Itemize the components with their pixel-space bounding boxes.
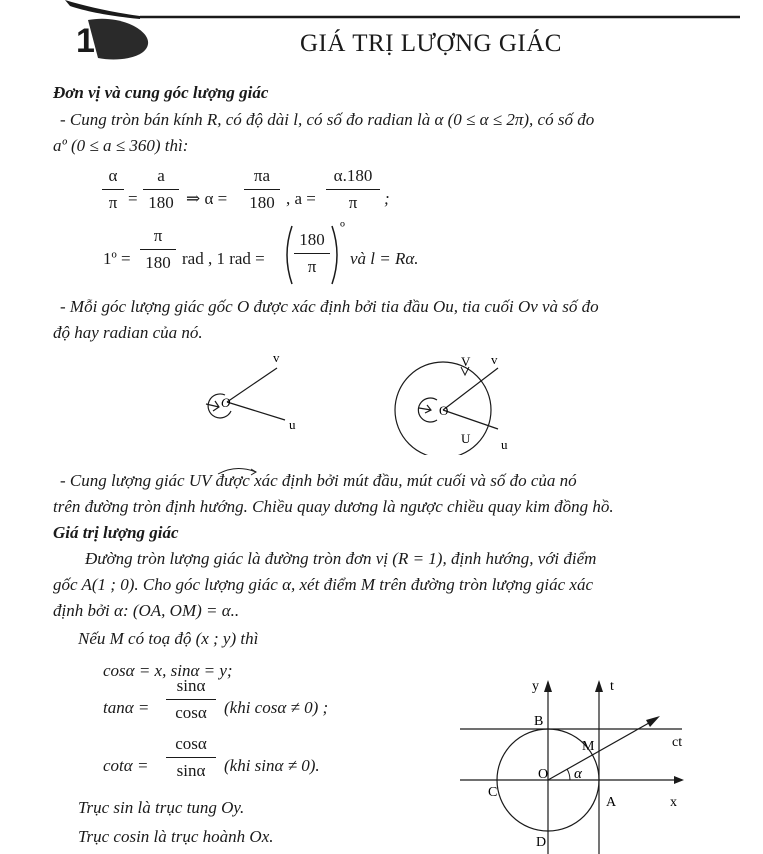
- fraction-numerator: a: [157, 166, 165, 185]
- label-M: M: [582, 739, 595, 754]
- semicolon: ;: [384, 189, 390, 208]
- label-v: v: [273, 350, 280, 365]
- label-B: B: [534, 714, 544, 729]
- fraction-numerator: α.180: [333, 166, 373, 185]
- degree-mark: º: [340, 220, 345, 237]
- figure-angle: [185, 345, 315, 445]
- label-C: C: [488, 785, 498, 800]
- label-o: O: [439, 403, 449, 418]
- formula-lhs: cotα =: [103, 756, 149, 775]
- fraction-numerator: 180: [299, 230, 325, 249]
- label-v: v: [491, 352, 498, 367]
- label-V: V: [461, 354, 471, 369]
- label-U: U: [461, 431, 471, 446]
- arc-over-uv: [216, 466, 260, 476]
- implies-text: ⇒ α =: [186, 189, 228, 208]
- fraction-numerator: sinα: [176, 676, 206, 695]
- label-D: D: [536, 835, 547, 850]
- label-x: x: [670, 795, 677, 810]
- paragraph-line: trên đường tròn định hướng. Chiều quay dương là ngược chiều quay kim đồng hồ.: [53, 497, 614, 516]
- label-t: t: [610, 679, 614, 694]
- figure-unit-circle: [450, 670, 750, 854]
- fraction-numerator: cosα: [175, 734, 207, 753]
- fraction-numerator: πa: [253, 166, 271, 185]
- paragraph-line: Nếu M có toạ độ (x ; y) thì: [78, 629, 259, 648]
- label-alpha: α: [574, 766, 582, 782]
- label-O: O: [538, 767, 549, 782]
- section-heading-units: Đơn vị và cung góc lượng giác: [53, 83, 269, 102]
- label-o: O: [221, 395, 231, 410]
- figure-circle-arc: [375, 345, 535, 455]
- label-y: y: [532, 679, 539, 694]
- fraction-denominator: 180: [145, 253, 171, 272]
- paragraph-line: - Cung tròn bán kính R, có độ dài l, có số đo radian là α (0 ≤ α ≤ 2π), có số đo: [60, 110, 595, 129]
- fraction-denominator: cosα: [175, 703, 207, 722]
- label-ct: ct: [672, 735, 683, 750]
- fraction-denominator: sinα: [176, 761, 206, 780]
- fraction-denominator: π: [348, 193, 358, 212]
- label-u: u: [501, 437, 508, 452]
- chapter-number: 1: [76, 22, 95, 60]
- fraction-numerator: π: [153, 226, 163, 245]
- paragraph-line: độ hay radian của nó.: [53, 323, 203, 342]
- fraction-denominator: 180: [249, 193, 275, 212]
- fraction-denominator: π: [307, 257, 317, 276]
- formula-condition: (khi sinα ≠ 0).: [224, 756, 320, 775]
- formula-mid: rad , 1 rad =: [182, 249, 265, 268]
- paragraph-line: định bởi α: (OA, OM) = α..: [53, 601, 240, 620]
- formula-lhs: tanα =: [103, 698, 150, 717]
- formula-end: và l = Rα.: [350, 249, 419, 268]
- paragraph-line: - Cung lượng giác UV được xác định bởi mút đầu, mút cuối và số đo của nó: [60, 471, 577, 490]
- fraction-denominator: π: [108, 193, 118, 212]
- label-u: u: [289, 417, 296, 432]
- fraction-numerator: α: [108, 166, 118, 185]
- fraction-denominator: 180: [148, 193, 174, 212]
- formula-lhs: 1º =: [103, 249, 131, 268]
- paragraph-line: gốc A(1 ; 0). Cho góc lượng giác α, xét điểm M trên đường tròn lượng giác xác: [53, 575, 594, 594]
- formula-cos-sin: cosα = x, sinα = y;: [103, 661, 233, 680]
- label-A: A: [606, 795, 617, 810]
- page-title: GIÁ TRỊ LƯỢNG GIÁC: [300, 30, 562, 57]
- paragraph-line: Trục cosin là trục hoành Ox.: [78, 827, 274, 846]
- paragraph-line: - Mỗi góc lượng giác gốc O được xác định bởi tia đầu Ou, tia cuối Ov và số đo: [60, 297, 599, 316]
- paragraph-line: Đường tròn lượng giác là đường tròn đơn vị (R = 1), định hướng, với điểm: [85, 549, 597, 568]
- formula-condition: (khi cosα ≠ 0) ;: [224, 698, 329, 717]
- section-heading-values: Giá trị lượng giác: [53, 523, 179, 542]
- paragraph-line: aº (0 ≤ a ≤ 360) thì:: [53, 136, 189, 155]
- equals-sign: =: [128, 189, 138, 208]
- paragraph-line: Trục sin là trục tung Oy.: [78, 798, 245, 817]
- separator-text: , a =: [286, 189, 316, 208]
